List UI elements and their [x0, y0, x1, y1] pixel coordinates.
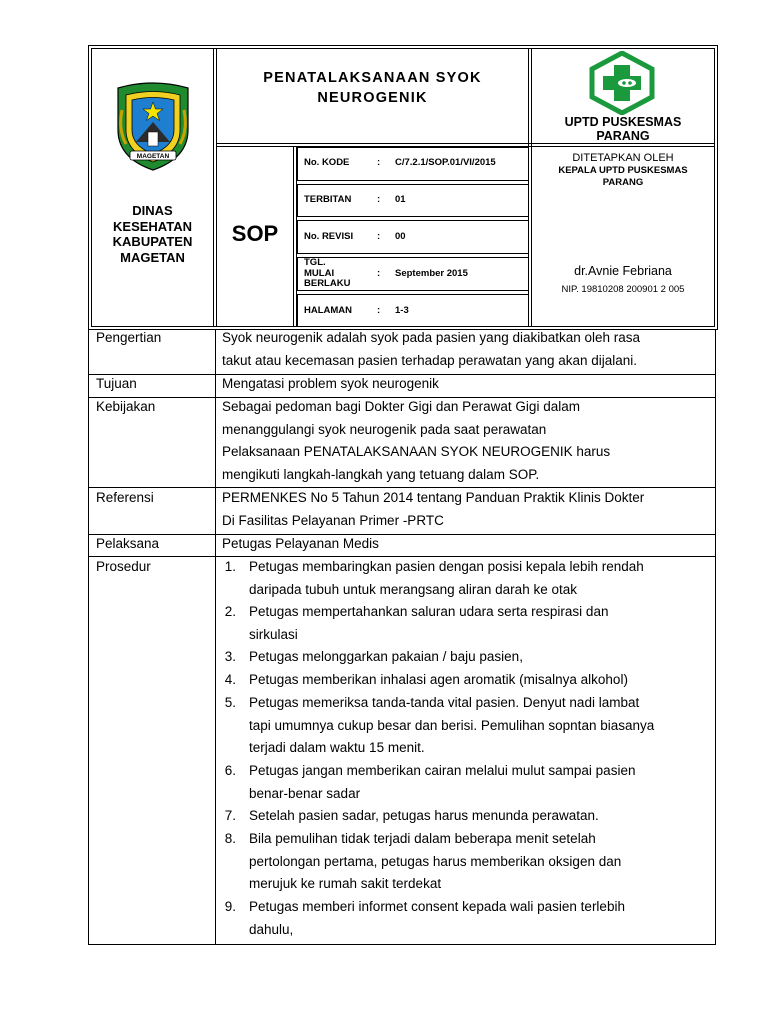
meta-terbitan-value: 01	[395, 194, 406, 205]
prosedur-line: Petugas jangan memberikan cairan melalui mulut sampai pasien	[249, 763, 636, 778]
meta-terbitan-sep: :	[377, 194, 381, 205]
org-left-line: KESEHATAN	[113, 218, 192, 234]
prosedur-line: sirkulasi	[249, 626, 298, 642]
magetan-emblem-logo	[112, 80, 194, 172]
prosedur-line: daripada tubuh untuk merangsang aliran darah ke otak	[249, 581, 577, 597]
org-right-line-2: PARANG	[596, 128, 650, 143]
prosedur-item-number: 5.	[224, 695, 236, 710]
kebijakan-line-4: mengikuti langkah-langkah yang tetuang dalam SOP.	[222, 467, 540, 482]
prosedur-line: benar-benar sadar	[249, 785, 361, 801]
prosedur-item-number: 4.	[224, 672, 236, 687]
meta-revisi-value: 00	[395, 231, 406, 242]
org-left-line: MAGETAN	[120, 249, 185, 265]
kebijakan-line-3: Pelaksanaan PENATALAKSANAAN SYOK NEUROGENIK harus	[222, 444, 611, 459]
prosedur-item-number: 2.	[224, 604, 236, 619]
label-prosedur: Prosedur	[96, 559, 151, 574]
meta-tgl-sep: :	[377, 268, 381, 279]
prosedur-item-number: 7.	[224, 808, 236, 823]
prosedur-item-number: 3.	[224, 649, 236, 664]
label-pengertian: Pengertian	[96, 330, 162, 345]
pengertian-line-2: takut atau kecemasan pasien terhadap perawatan yang akan dijalani.	[222, 353, 638, 368]
approval-line-1: DITETAPKAN OLEH	[572, 152, 674, 164]
prosedur-line: terjadi dalam waktu 15 menit.	[249, 740, 425, 756]
meta-kode-value: C/7.2.1/SOP.01/VI/2015	[395, 157, 496, 168]
org-left	[92, 203, 213, 265]
pelaksana-text: Petugas Pelayanan Medis	[222, 536, 379, 551]
org-right	[532, 116, 714, 143]
document-title	[217, 68, 528, 108]
prosedur-item-number: 6.	[224, 763, 236, 778]
prosedur-line: pertolongan pertama, petugas harus memberikan oksigen dan	[249, 853, 622, 869]
body-column-divider	[215, 329, 216, 945]
prosedur-line: merujuk ke rumah sakit terdekat	[249, 876, 442, 892]
prosedur-line: Petugas memberi informet consent kepada wali pasien terlebih	[249, 899, 625, 914]
meta-revisi-sep: :	[377, 231, 381, 242]
title-line-1: PENATALAKSANAAN SYOK	[263, 70, 482, 86]
label-kebijakan: Kebijakan	[96, 399, 156, 414]
referensi-line-2: Di Fasilitas Pelayanan Primer -PRTC	[222, 513, 444, 528]
signer-nip: NIP. 19810208 200901 2 005	[561, 284, 685, 295]
meta-halaman-label: HALAMAN	[304, 305, 353, 316]
prosedur-item-number: 9.	[224, 899, 236, 914]
meta-kode-sep: :	[377, 157, 381, 168]
prosedur-line: Petugas memeriksa tanda-tanda vital pasien. Denyut nadi lambat	[249, 695, 640, 710]
kebijakan-line-1: Sebagai pedoman bagi Dokter Gigi dan Perawat Gigi dalam	[222, 399, 580, 414]
kebijakan-line-2: menanggulangi syok neurogenik pada saat perawatan	[222, 422, 547, 437]
meta-halaman-sep: :	[377, 305, 381, 316]
label-pelaksana: Pelaksana	[96, 536, 160, 551]
prosedur-line: dahulu,	[249, 921, 294, 937]
title-line-2: NEUROGENIK	[317, 90, 428, 106]
label-referensi: Referensi	[96, 490, 154, 505]
prosedur-line: Petugas memberikan inhalasi agen aromatik (misalnya alkohol)	[249, 672, 628, 687]
org-right-line-1: UPTD PUSKESMAS	[564, 115, 682, 129]
meta-revisi-label: No. REVISI	[304, 231, 354, 242]
prosedur-item-number: 8.	[224, 831, 236, 846]
meta-halaman-value: 1-3	[395, 305, 409, 316]
prosedur-line: Setelah pasien sadar, petugas harus menunda perawatan.	[249, 808, 599, 823]
label-tujuan: Tujuan	[96, 376, 137, 391]
meta-terbitan-label: TERBITAN	[304, 194, 352, 205]
signer-name: dr.Avnie Febriana	[574, 264, 672, 278]
sop-label: SOP	[231, 221, 279, 246]
prosedur-line: Petugas mempertahankan saluran udara serta respirasi dan	[249, 604, 609, 619]
prosedur-line: tapi umumnya cukup besar dan berisi. Pemulihan sopntan biasanya	[249, 717, 655, 733]
approval-line-3: PARANG	[602, 177, 644, 188]
referensi-line-1: PERMENKES No 5 Tahun 2014 tentang Panduan Praktik Klinis Dokter	[222, 490, 645, 505]
prosedur-line: Petugas membaringkan pasien dengan posisi kepala lebih rendah	[249, 559, 644, 574]
approval-line-2: KEPALA UPTD PUSKESMAS	[558, 165, 688, 176]
pengertian-line-1: Syok neurogenik adalah syok pada pasien yang diakibatkan oleh rasa	[222, 330, 641, 345]
puskesmas-logo	[588, 51, 656, 115]
meta-tgl-label: TGL. MULAI BERLAKU	[304, 257, 351, 289]
tujuan-text: Mengatasi problem syok neurogenik	[222, 376, 439, 391]
prosedur-line: Bila pemulihan tidak terjadi dalam beberapa menit setelah	[249, 831, 596, 846]
meta-tgl-value: September 2015	[395, 268, 468, 279]
org-left-line: DINAS	[132, 203, 173, 218]
emblem-label: MAGETAN	[136, 153, 170, 160]
prosedur-item-number: 1.	[224, 559, 236, 574]
meta-kode-label: No. KODE	[304, 157, 350, 168]
prosedur-line: Petugas melonggarkan pakaian / baju pasien,	[249, 649, 523, 664]
org-left-line: KABUPATEN	[112, 234, 193, 249]
